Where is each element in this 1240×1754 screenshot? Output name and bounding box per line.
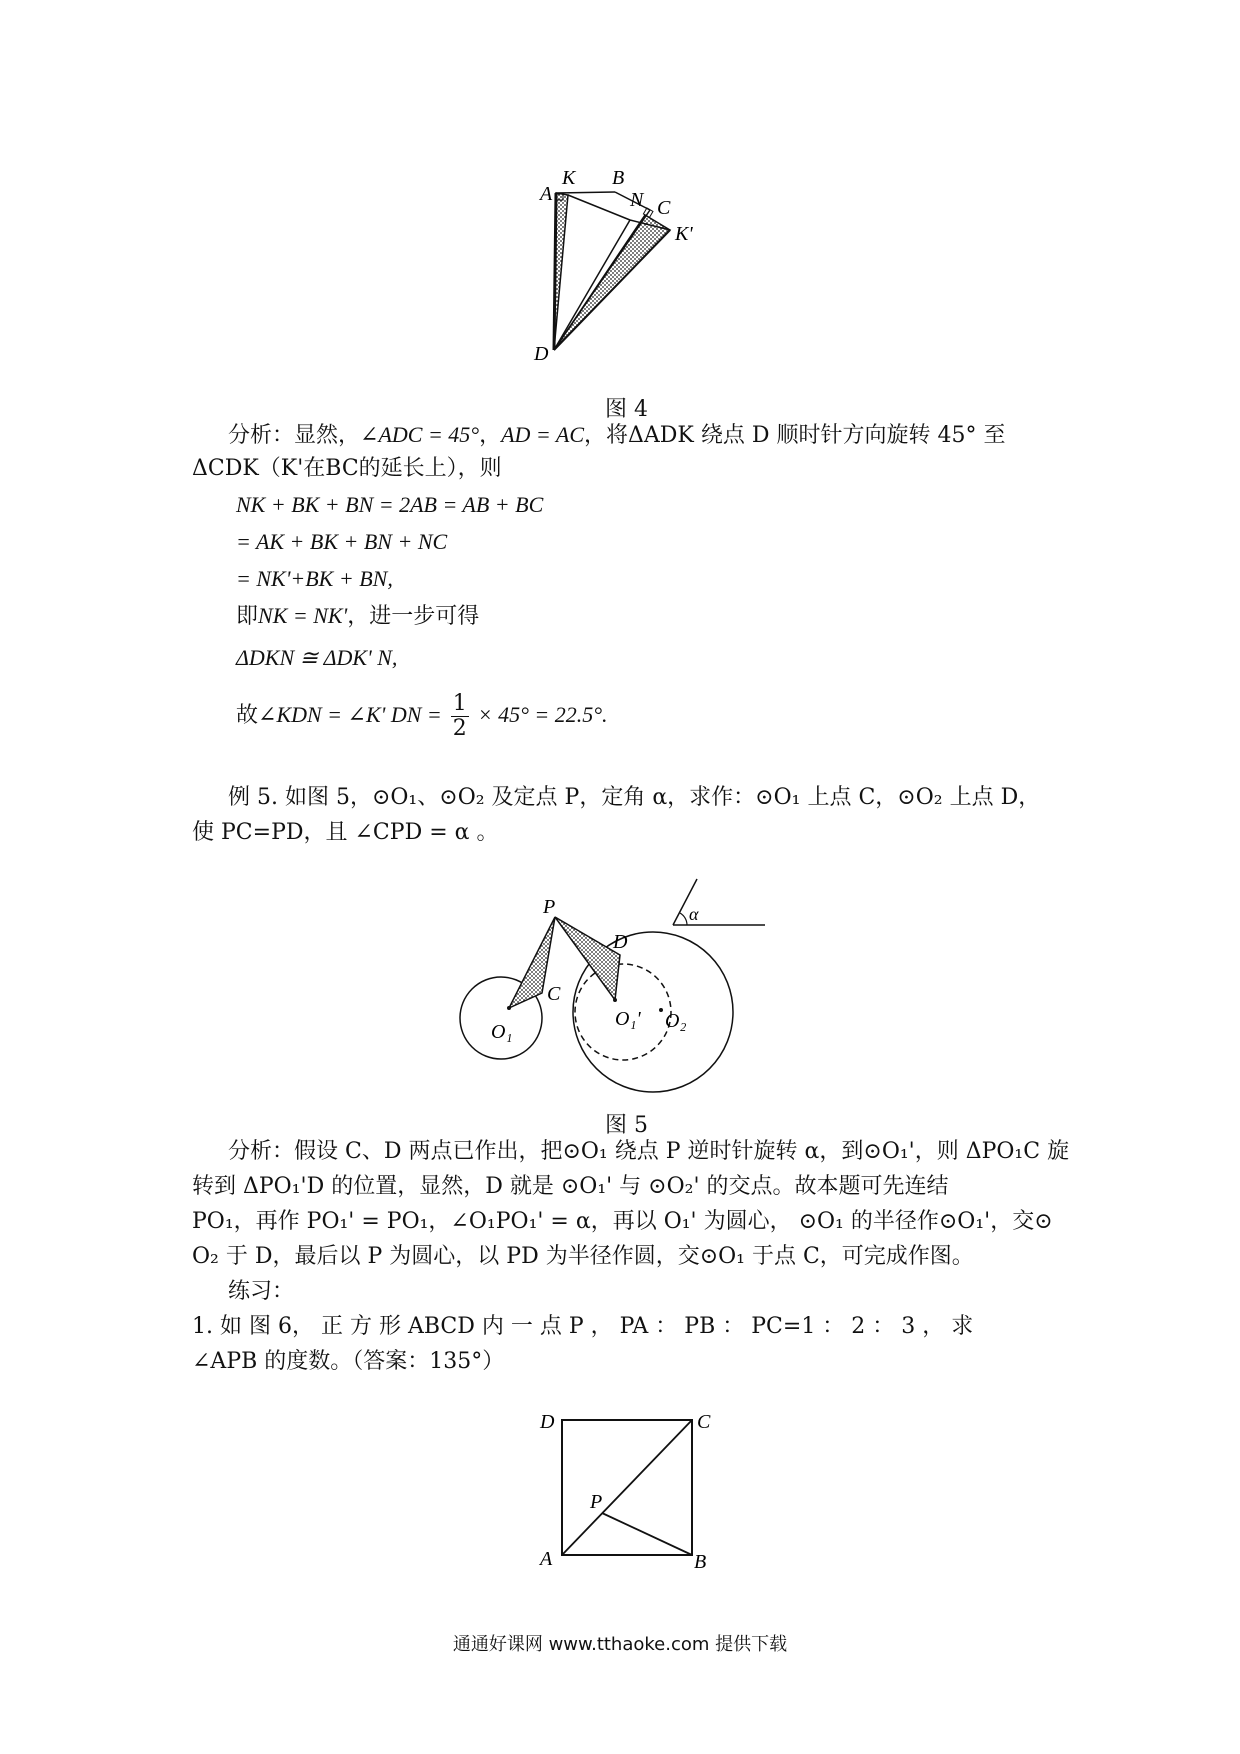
fraction-one-half [451,692,469,741]
example-5-line-2: 使 PC=PD，且 ∠CPD = α 。 [192,820,499,845]
label-n: N [630,189,644,211]
label-b6: B [694,1551,707,1573]
label-a: A [540,183,553,205]
shaded-triangle-po1p-d [555,917,620,1000]
figure-5-caption: 图 5 [605,1113,648,1138]
analysis-4-eq-6-prefix: 故 [236,703,259,728]
label-b: B [612,167,625,189]
label-c6: C [697,1411,711,1433]
label-d6: D [540,1411,555,1433]
analysis-5-line-3: PO₁，再作 PO₁' = PO₁，∠O₁PO₁' = α，再以 O₁' 为圆心， ⊙O₁ 的半径作⊙O₁'，交⊙ [192,1209,1053,1234]
figure-4 [520,160,720,370]
fraction-numerator: 1 [452,690,467,716]
analysis-5-line-2: 转到 ΔPO₁'D 的位置，显然，D 就是 ⊙O₁' 与 ⊙O₂' 的交点。故本题可先连结 [192,1174,949,1199]
label-c: C [657,197,671,219]
label-c5: C [547,983,561,1005]
analysis-4-eq-2: = AK + BK + BN + NC [236,529,448,554]
analysis-4-eq-ad: AD = AC [501,422,584,447]
analysis-4-line-2: ΔCDK（K'在BC的延长上），则 [192,456,502,481]
analysis-4-eq-6-result: × 45° = 22.5°. [477,702,608,727]
label-d: D [534,343,549,365]
label-o2: O₂ [665,1010,687,1032]
page-footer: 通通好课网 www.tthaoke.com 提供下载 [452,1634,788,1655]
analysis-4-eq-3: = NK'+BK + BN, [236,566,393,591]
exercise-heading: 练习： [228,1279,295,1304]
analysis-5-line-4: O₂ 于 D，最后以 P 为圆心，以 PD 为半径作圆，交⊙O₁ 于点 C，可完成作图。 [192,1244,974,1269]
label-a6: A [540,1548,553,1570]
figure-6 [530,1400,730,1580]
label-p: P [543,896,556,918]
label-o1-prime: O₁' [615,1008,641,1030]
exercise-1-line-1: 1. 如 图 6， 正 方 形 ABCD 内 一 点 P ， PA ： PB ： PC=1 ： 2 ： 3 ， 求 [192,1314,974,1339]
exercise-1-line-2: ∠APB 的度数。（答案：135°） [192,1349,505,1374]
figure-4-caption: 图 4 [605,397,648,422]
label-k-prime: K' [675,223,693,245]
analysis-4-eq-1: NK + BK + BN = 2AB = AB + BC [236,492,544,517]
analysis-4-prefix: 分析：显然， [228,423,361,448]
label-o1: O₁ [491,1021,513,1043]
analysis-4-suffix: ，将ΔADK 绕点 D 顺时针方向旋转 45° 至 [584,423,1006,448]
analysis-4-eq-4 [236,601,479,632]
analysis-4-eq-4-prefix: 即 [236,604,259,629]
analysis-4-eq-4-math: NK = NK' [258,603,348,628]
label-p6: P [590,1491,603,1513]
figure-5 [455,875,765,1095]
example-5-line-1: 例 5. 如图 5，⊙O₁、⊙O₂ 及定点 P，定角 α，求作：⊙O₁ 上点 C，⊙O₂ 上点 D， [228,785,1041,810]
label-alpha: α [689,904,699,924]
label-d5: D [613,931,628,953]
label-k: K [562,167,576,189]
shaded-triangle-cdk [554,215,670,350]
analysis-4-eq-6 [236,685,608,745]
analysis-4-eq-5: ΔDKN ≅ ΔDK' N, [236,645,398,670]
analysis-4-eq-6-math: ∠KDN = ∠K' DN = [258,702,442,727]
analysis-4-eq-4-suffix: ，进一步可得 [347,604,480,629]
fraction-denominator: 2 [452,715,467,741]
analysis-5-line-1: 分析：假设 C、D 两点已作出，把⊙O₁ 绕点 P 逆时针旋转 α，到⊙O₁'，则 ΔPO₁C 旋 [228,1139,1070,1164]
analysis-4-line-1 [228,420,1005,451]
analysis-4-sep: ， [479,423,502,448]
analysis-4-eq-angle: ∠ADC = 45° [360,422,480,447]
